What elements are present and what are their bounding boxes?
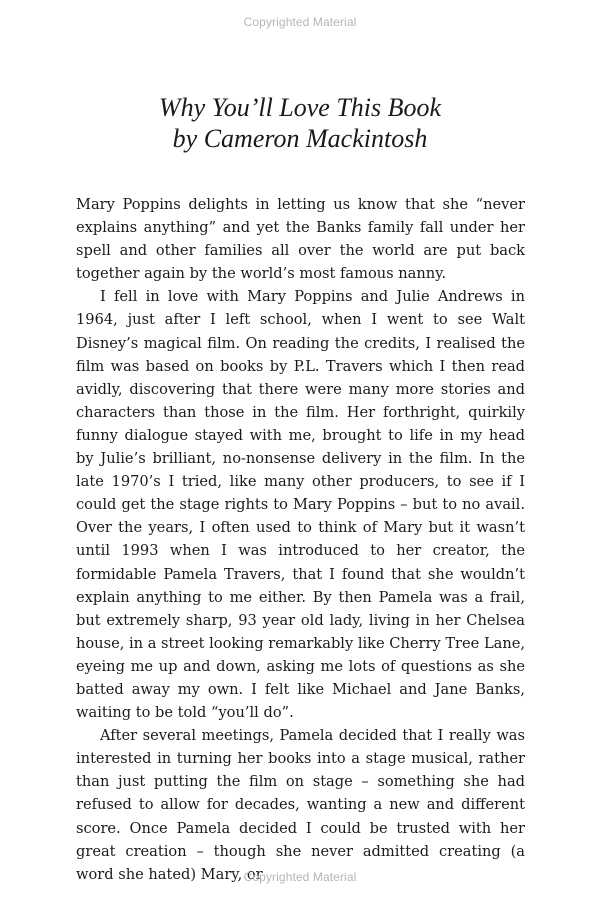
copyright-watermark-top: Copyrighted Material <box>243 15 357 29</box>
chapter-title-line-1: Why You’ll Love This Book <box>158 93 442 122</box>
chapter-title-author-line: by Cameron Mackintosh <box>172 124 428 153</box>
chapter-title <box>0 92 600 154</box>
paragraph-3: After several meetings, Pamela decided that I really was interested in turning her books into a stage musical, rather than just putting the film on stage – something she had refused to allow for decades, wanting a new and different score. Once Pamela decided I could be trusted with her great creation – though she never admitted creating (a word she hated) Mary, or <box>76 727 525 883</box>
paragraph-2: I fell in love with Mary Poppins and Julie Andrews in 1964, just after I left school, when I went to see Walt Disney’s magical film. On reading the credits, I realised the film was based on books by P.L. Travers which I then read avidly, discovering that there were many more stories and characters than those in the film. Her forthright, quirkily funny dialogue stayed with me, brought to life in my head by Julie’s brilliant, no-nonsense delivery in the film. In the late 1970’s I tried, like many other producers, to see if I could get the stage rights to Mary Poppins – but to no avail. Over the years, I often used to think of Mary but it wasn’t until 1993 when I was introduced to her creator, the formidable Pamela Travers, that I found that she wouldn’t explain anything to me either. By then Pamela was a frail, but extremely sharp, 93 year old lady, living in her Chelsea house, in a street looking remarkably like Cherry Tree Lane, eyeing me up and down, asking me lots of questions as she batted away my own. I felt like Michael and Jane Banks, waiting to be told “you’ll do”. <box>76 288 526 722</box>
copyright-watermark-bottom: Copyrighted Material <box>243 870 357 884</box>
body-text <box>76 193 525 886</box>
paragraph-1: Mary Poppins delights in letting us know that she “never explains anything” and yet the Banks family fall under her spell and other families all over the world are put back together again by the world’s most famous nanny. <box>76 196 525 283</box>
